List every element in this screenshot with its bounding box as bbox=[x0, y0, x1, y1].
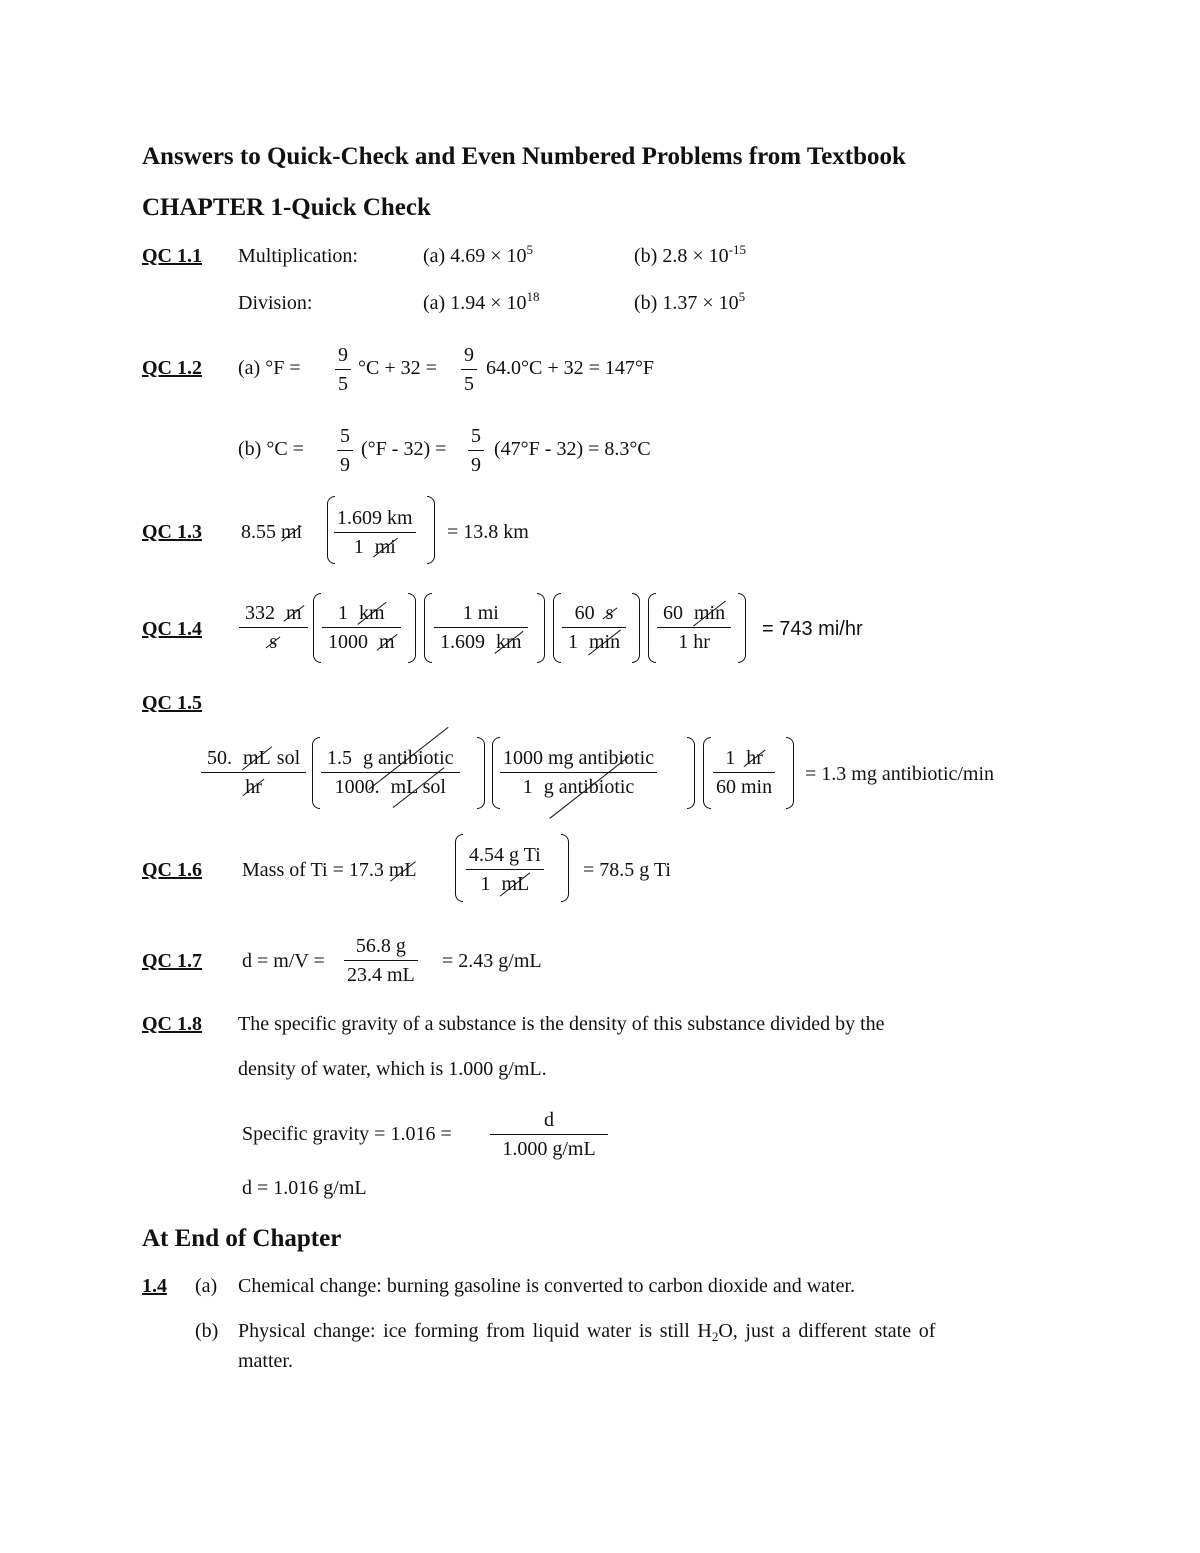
factor-mg-per-g: 1000 mg antibiotic 1 g antibiotic bbox=[500, 745, 657, 800]
flow-rate-ml-per-hr: 50. mL sol hr bbox=[201, 745, 306, 800]
qc-1-8-text-line-1: The specific gravity of a substance is the density of this substance divided by the bbox=[238, 1013, 885, 1035]
left-parenthesis bbox=[703, 737, 711, 809]
division-label: Division: bbox=[238, 292, 313, 314]
multiplication-answer-b: (b) $2.8 \times 10^{-15}$ bbox=[634, 242, 746, 267]
division-answer-a: (a) $1.94 \times 10^{18}$ bbox=[423, 289, 540, 314]
cancelled-unit: mi bbox=[281, 521, 303, 543]
qc-1-2-a-middle: °C + 32 = bbox=[358, 357, 437, 379]
qc-1-2-label: QC 1.2 bbox=[142, 357, 202, 379]
right-parenthesis bbox=[632, 593, 640, 663]
problem-1-4-a-tag: (a) bbox=[195, 1275, 218, 1297]
qc-1-6-result: = 78.5 g Ti bbox=[583, 859, 671, 881]
left-parenthesis bbox=[648, 593, 656, 663]
right-parenthesis bbox=[738, 593, 746, 663]
factor-mi-per-km: 1 mi 1.609 km bbox=[434, 600, 528, 655]
qc-1-2-b-result: (47°F - 32) = 8.3°C bbox=[494, 438, 651, 460]
qc-1-5-label: QC 1.5 bbox=[142, 692, 202, 714]
qc-1-2-b-middle: (°F - 32) = bbox=[361, 438, 447, 460]
division-answer-b: (b) $1.37 \times 10^5$ bbox=[634, 289, 746, 314]
qc-1-8-text-line-2: density of water, which is 1.000 g/mL. bbox=[238, 1058, 547, 1080]
left-parenthesis bbox=[312, 737, 320, 809]
qc-1-5-result: = 1.3 mg antibiotic/min bbox=[805, 763, 995, 785]
problem-1-4-label: 1.4 bbox=[142, 1275, 167, 1297]
qc-1-3-quantity: 8.55 mi bbox=[241, 521, 303, 543]
left-parenthesis bbox=[553, 593, 561, 663]
density-factor: 4.54 g Ti 1 mL bbox=[466, 842, 544, 897]
right-parenthesis bbox=[477, 737, 485, 809]
end-of-chapter-heading: At End of Chapter bbox=[142, 1225, 342, 1252]
factor-min-per-hr: 60 min 1 hr bbox=[657, 600, 731, 655]
multiplication-label: Multiplication: bbox=[238, 245, 358, 267]
qc-1-3-result: = 13.8 km bbox=[447, 521, 529, 543]
problem-1-4-a-text: Chemical change: burning gasoline is converted to carbon dioxide and water. bbox=[238, 1275, 856, 1297]
right-parenthesis bbox=[537, 593, 545, 663]
fraction-5-over-9: 5 9 bbox=[337, 423, 353, 478]
left-parenthesis bbox=[424, 593, 432, 663]
qc-1-4-label: QC 1.4 bbox=[142, 618, 202, 640]
density-result: d = 1.016 g/mL bbox=[242, 1177, 367, 1199]
qc-1-6-prefix: Mass of Ti = 17.3 mL bbox=[242, 859, 417, 881]
density-fraction: 56.8 g 23.4 mL bbox=[344, 933, 418, 988]
qc-1-2-a-result: 64.0°C + 32 = 147°F bbox=[486, 357, 655, 379]
right-parenthesis bbox=[408, 593, 416, 663]
conversion-factor-mi-to-km: 1.609 km 1 mi bbox=[334, 505, 416, 560]
qc-1-7-label: QC 1.7 bbox=[142, 950, 202, 972]
problem-1-4-b-text: Physical change: ice forming from liquid water is still $H_2O$, just a different state of bbox=[238, 1320, 936, 1344]
chapter-heading: CHAPTER 1-Quick Check bbox=[142, 194, 431, 221]
problem-1-4-b-text-continued: matter. bbox=[238, 1350, 293, 1372]
qc-1-7-result: = 2.43 g/mL bbox=[442, 950, 542, 972]
fraction-9-over-5: 9 5 bbox=[461, 342, 477, 397]
qc-1-6-label: QC 1.6 bbox=[142, 859, 202, 881]
factor-hr-per-min: 1 hr 60 min bbox=[713, 745, 775, 800]
fraction-5-over-9: 5 9 bbox=[468, 423, 484, 478]
right-parenthesis bbox=[427, 496, 435, 564]
qc-1-3-label: QC 1.3 bbox=[142, 521, 202, 543]
qc-1-2-b-prefix: (b) °C = bbox=[238, 438, 304, 460]
multiplication-answer-a: (a) $4.69 \times 10^5$ bbox=[423, 242, 533, 267]
document-title: Answers to Quick-Check and Even Numbered Problems from Textbook bbox=[142, 143, 906, 170]
left-parenthesis bbox=[492, 737, 500, 809]
specific-gravity-fraction: d 1.000 g/mL bbox=[490, 1107, 608, 1162]
left-parenthesis bbox=[455, 834, 463, 902]
factor-km-per-m: 1 km 1000 m bbox=[322, 600, 401, 655]
left-parenthesis bbox=[313, 593, 321, 663]
factor-s-per-min: 60 s 1 min bbox=[562, 600, 626, 655]
qc-1-1-label: QC 1.1 bbox=[142, 245, 202, 267]
right-parenthesis bbox=[687, 737, 695, 809]
qc-1-8-label: QC 1.8 bbox=[142, 1013, 202, 1035]
right-parenthesis bbox=[786, 737, 794, 809]
qc-1-4-result: = 743 mi/hr bbox=[762, 618, 863, 640]
right-parenthesis bbox=[561, 834, 569, 902]
qc-1-7-prefix: d = m/V = bbox=[242, 950, 325, 972]
speed-m-per-s: 332 m s bbox=[239, 600, 308, 655]
fraction-9-over-5: 9 5 bbox=[335, 342, 351, 397]
qc-1-2-a-prefix: (a) °F = bbox=[238, 357, 301, 379]
specific-gravity-prefix: Specific gravity = 1.016 = bbox=[242, 1123, 452, 1145]
factor-antibiotic-per-ml: 1.5 g antibiotic 1000. mL sol bbox=[321, 745, 460, 800]
problem-1-4-b-tag: (b) bbox=[195, 1320, 219, 1342]
